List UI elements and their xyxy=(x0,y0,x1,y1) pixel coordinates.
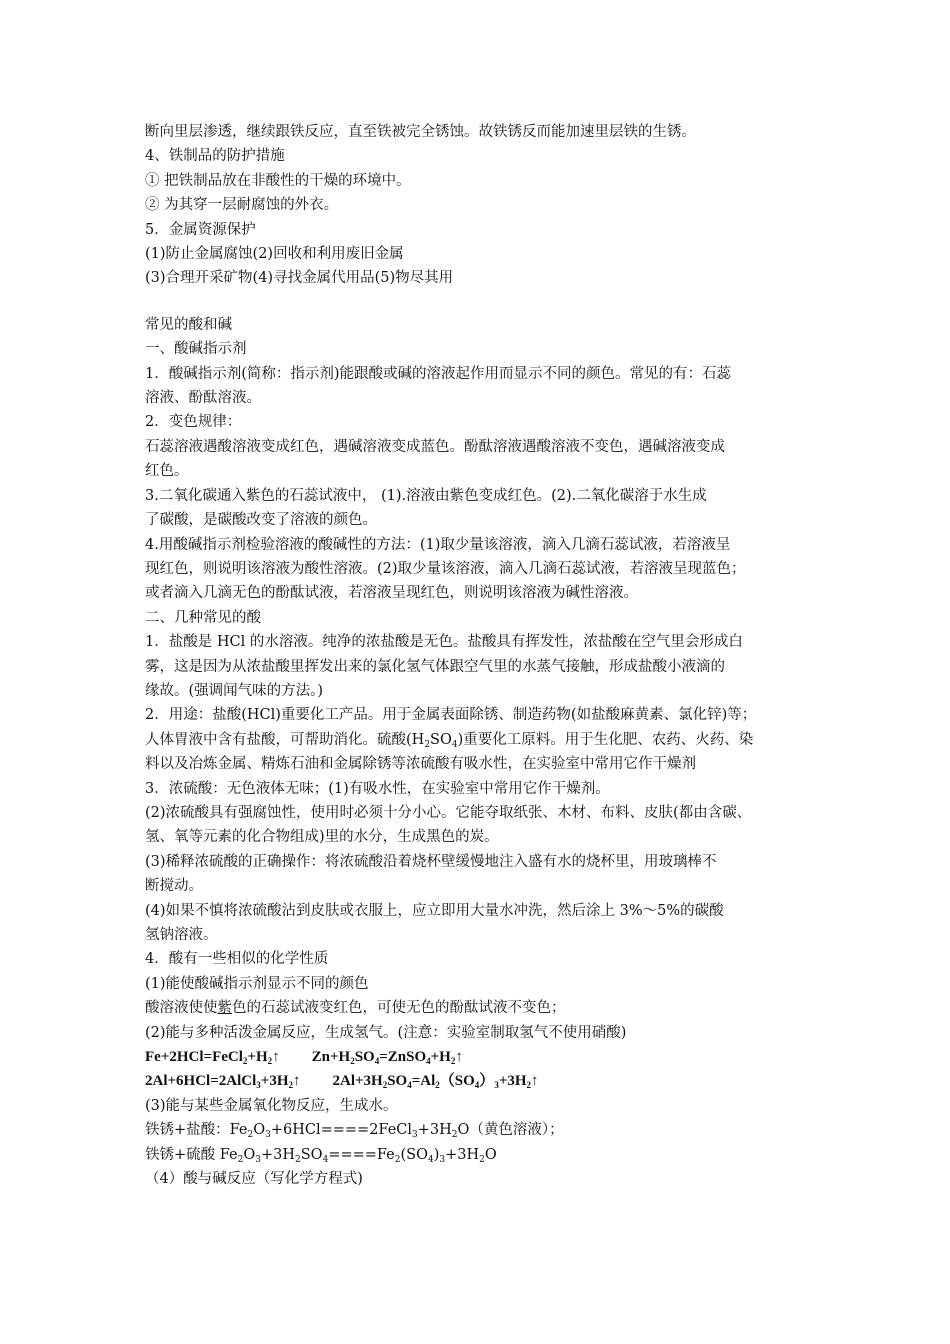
paragraph-line: 人体胃液中含有盐酸，可帮助消化。硫酸$(H_2SO_4)$重要化工原料。用于生化肥、农药、火药、染 xyxy=(145,731,754,750)
section-heading: 4．酸有一些相似的化学性质 xyxy=(145,951,329,968)
paragraph-line: (4)如果不慎将浓硫酸沾到皮肤或衣服上，应立即用大量水冲洗，然后涂上 3%～5%的碳酸 xyxy=(145,902,724,919)
underlined-word: 紫 xyxy=(217,1000,232,1017)
section-heading: 5．金属资源保护 xyxy=(145,221,256,238)
paragraph-line: 或者滴入几滴无色的酚酞试液，若溶液呈现红色，则说明该溶液为碱性溶液。 xyxy=(145,585,638,602)
paragraph-line: 雾，这是因为从浓盐酸里挥发出来的氯化氢气体跟空气里的水蒸气接触，形成盐酸小液滴的 xyxy=(145,658,725,675)
paragraph-line: 缘故。(强调闻气味的方法。) xyxy=(145,682,324,699)
equation-line xyxy=(145,1045,825,1069)
paragraph-line: 酸溶液使使紫色的石蕊试液变红色，可使无色的酚酞试液不变色； xyxy=(145,1000,566,1017)
paragraph-line: 3．浓硫酸：无色液体无味；(1)有吸水性，在实验室中常用它作干燥剂。 xyxy=(145,780,610,797)
list-item: (1)防止金属腐蚀(2)回收和利用废旧金属 xyxy=(145,246,404,263)
paragraph-line: (3)能与某些金属氧化物反应，生成水。 xyxy=(145,1097,398,1114)
paragraph-line: (1)能使酸碱指示剂显示不同的颜色 xyxy=(145,975,369,992)
paragraph-line: 氢、氧等元素的化合物组成)里的水分，生成黑色的炭。 xyxy=(145,829,499,846)
paragraph-line: 4.用酸碱指示剂检验溶液的酸碱性的方法：(1)取少量该溶液，滴入几滴石蕊试液，若溶液呈 xyxy=(145,536,731,553)
paragraph-line: 料以及冶炼金属、精炼石油和金属除锈等浓硫酸有吸水性，在实验室中常用它作干燥剂 xyxy=(145,756,696,773)
equation: $Fe+2HCl=FeCl_2+H_2↑$ xyxy=(145,1049,280,1067)
paragraph-line: 红色。 xyxy=(145,463,189,480)
equation: $2Al+3H_2SO_4=Al_2(SO_4)_3+3H_2↑$ xyxy=(332,1073,539,1091)
paragraph-line: 断向里层渗透，继续跟铁反应，直至铁被完全锈蚀。故铁锈反而能加速里层铁的生锈。 xyxy=(145,124,696,140)
equation: $Zn+H_2SO_4=ZnSO_4+H_2↑$ xyxy=(311,1049,463,1067)
paragraph-line: 现红色，则说明该溶液为酸性溶液。(2)取少量该溶液，滴入几滴石蕊试液，若溶液呈现蓝色； xyxy=(145,560,746,577)
section-heading: 一、酸碱指示剂 xyxy=(145,341,247,358)
section-heading: 4、铁制品的防护措施 xyxy=(145,148,285,165)
paragraph-line: (2)能与多种活泼金属反应，生成氢气。(注意：实验室制取氢气不使用硝酸) xyxy=(145,1024,627,1041)
list-item: (3)合理开采矿物(4)寻找金属代用品(5)物尽其用 xyxy=(145,270,454,287)
paragraph-line: 3.二氧化碳通入紫色的石蕊试液中， (1).溶液由紫色变成红色。(2).二氧化碳溶于水生成 xyxy=(145,487,707,504)
blank-line xyxy=(145,291,825,313)
paragraph-line: 氢钠溶液。 xyxy=(145,927,218,943)
chapter-title: 常见的酸和碱 xyxy=(145,316,232,333)
list-item: ② 为其穿一层耐腐蚀的外衣。 xyxy=(145,197,339,214)
paragraph-line: 1．盐酸是 HCl 的水溶液。纯净的浓盐酸是无色。盐酸具有挥发性，浓盐酸在空气里会形成白 xyxy=(145,634,743,651)
equation-line: 铁锈+盐酸：$Fe_2O_3+6HCl====2FeCl_3+3H_2O$（黄色溶液）； xyxy=(145,1122,564,1141)
paragraph-line: 了碳酸，是碳酸改变了溶液的颜色。 xyxy=(145,512,377,529)
section-heading: 二、几种常见的酸 xyxy=(145,609,261,626)
equation: $2Al+6HCl=2AlCl_3+3H_2↑$ xyxy=(145,1073,301,1091)
paragraph-line: 石蕊溶液遇酸溶液变成红色，遇碱溶液变成蓝色。酚酞溶液遇酸溶液不变色，遇碱溶液变成 xyxy=(145,438,725,455)
paragraph-line: (3)稀释浓硫酸的正确操作：将浓硫酸沿着烧杯壁缓慢地注入盛有水的烧杯里，用玻璃棒不 xyxy=(145,853,717,870)
paragraph-line: 溶液、酚酞溶液。 xyxy=(145,390,261,407)
paragraph-line: 2．变色规律： xyxy=(145,414,242,431)
paragraph-line: (2)浓硫酸具有强腐蚀性，使用时必须十分小心。它能夺取纸张、木材、布料、皮肤(都由含碳、 xyxy=(145,804,752,821)
equation-line xyxy=(145,1069,825,1093)
paragraph-line: 2．用途：盐酸(HCl)重要化工产品。用于金属表面除锈、制造药物(如盐酸麻黄素、氯化锌)等； xyxy=(145,707,757,724)
paragraph-line: （4）酸与碱反应（写化学方程式) xyxy=(145,1171,363,1188)
equation-line: 铁锈+硫酸 $Fe_2O_3+3H_2SO_4====Fe_2(SO_4)_3+3H_2O$ xyxy=(145,1146,497,1165)
paragraph-line: 断搅动。 xyxy=(145,878,203,895)
document-page xyxy=(145,120,825,1191)
paragraph-line: 1．酸碱指示剂(简称：指示剂)能跟酸或碱的溶液起作用而显示不同的颜色。常见的有：石蕊 xyxy=(145,365,732,382)
list-item: ① 把铁制品放在非酸性的干燥的环境中。 xyxy=(145,172,411,189)
